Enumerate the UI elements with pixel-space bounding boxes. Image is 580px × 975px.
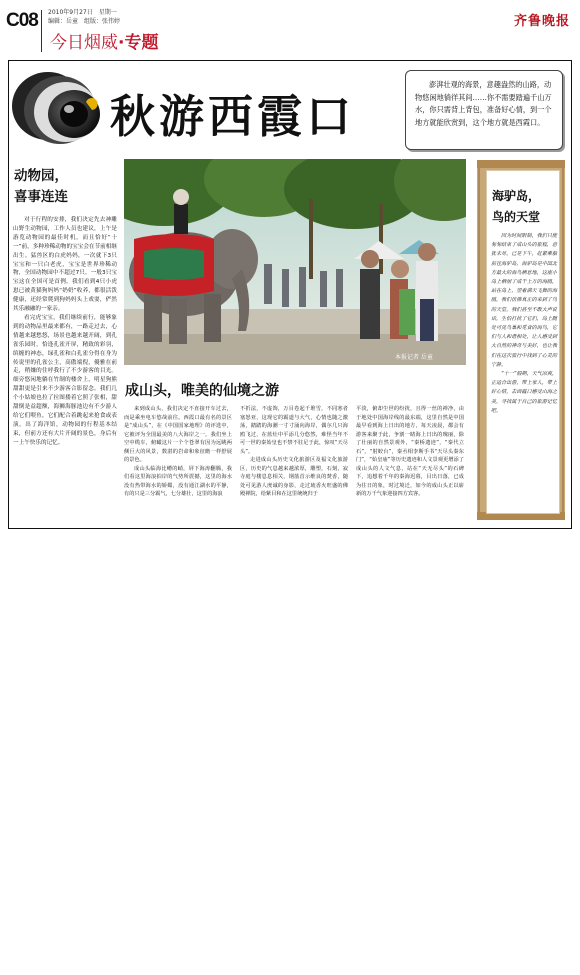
middle-column-2 (240, 405, 348, 499)
intro-box: 澎湃壮观的海景，意趣盎然的山路，动物悠闲地徜徉其间……你不需要踏遍千山万水，你只需背上背包，准备好心情，到一个地方就能欣赏到，这个地方就是西霞口。 (405, 70, 563, 150)
middle-column-3 (356, 405, 464, 499)
photo-credit: 本报记者 岳童 (395, 354, 433, 361)
camera-lens-icon (8, 64, 108, 154)
elephant-photo (124, 159, 466, 365)
paragraph: 因为时间限制，我们只能匆匆结束了成山头的旅程，意犹未尽，已是下午，赶紧乘船前往海驴岛，海驴岛是中国北方最大的海鸟栖息地，这座小岛上栖居了成千上万的海鸥，站在岛上，望着满天飞舞的海鸥，我们仿佛真正的来到了鸟的天堂，我们甚至不敢大声说话，生怕打扰了它们，岛上随处可见鸟巢和觅食的海鸟，它们与人和谐相处，让人感受到大自然的神奇与美好，也让我们在这次旅行中找到了心灵的宁静。 (491, 233, 557, 368)
editor-credits: 编辑：岳童 组版：张伟婷 (48, 18, 121, 25)
header-meta (48, 8, 120, 26)
section-title (50, 28, 158, 53)
paragraph: 不折法，不虚饰，万目卷起千堆雪，不同寒者塞怒亚，这现它的霸道与大气，心情也随之激荡，踏踏的海潮一寸寸涌向海岸，偶尔几只海鸥飞过，在蓝灶中平添几分悠然，难怪当年不可一世的秦始皇也不禁不驻足于此，惊叹“天尽头”。 (240, 406, 348, 455)
section-suffix: ·专题 (118, 33, 159, 53)
section-prefix: 今日烟威 (50, 33, 118, 53)
left-heading-line: 喜事连连 (14, 189, 68, 205)
paragraph: “十一”假期，天气凉爽，正适合出游，带上家人，带上好心情，去西霞口感受山海之美，寻找属于自己的旅游记忆吧。 (491, 371, 557, 414)
right-heading (492, 186, 562, 228)
paragraph: 成山头临海比嵴的峭，屏下海涛翻腾，我们看这里海浪拍岸的气势所震撼，这里的海水没有热带海水的娇媚，没有通江湖水的平静，有的只是三分霸气，七分雄壮，这里的海浪 (124, 465, 232, 497)
right-heading-line: 鸟的天堂 (492, 210, 541, 224)
left-heading-line: 动物园， (14, 168, 68, 184)
main-title: 秋游西霞口 (110, 90, 356, 143)
paragraph: 平淡，俯却尘世的纷扰，且得一丝的禅净，由于地处中国海岸线的最东端，这里自然是中国最早看到海上日出的地方，每天凌晨，都会有游客来聚于此，争割一睹海上日出的瑰丽，除了壮丽的自然景观外，“秦桥遗迹”，“秦代立石”，“射蛟台”，秦丞相李斯手书“天尽头秦东门”，“始皇庙”等历史遗迹和人文景观更增添了成山头的人文气息，站在“天无尽头”的石碑下，追想着千年的秦海迟暮，目出日落，已成为往日的象，时过境迁，如今的成山头正以崭新的万千气象迎接四方宾客。 (356, 406, 464, 497)
paragraph: 来到成山头，我们决定不直接开车过去，而是乘坐电车悠哉前往。西霞口最有名的景区是“成山头”，在《中国国家地理》的评选中，它被评为全国最美的八大海岸之一。我们坐上空中缆车，俯瞰这片一个个苍翠有因为远眺两侧巨大的风景，数湛的岩命和象征瞻一样舒展的景色。 (124, 406, 232, 463)
paragraph: 走进成山头历史文化旅游区及福文化旅游区，历史的气息越来越浓厚，雕塑，石刻，寂寺庭与楼息息相关，钢筋首示维良的焚香，随处可见游人虔诚的身影，走过琉香火旺盛的佛殿禅院，给紫目和在这里统统归于 (240, 457, 348, 497)
header-divider (41, 10, 42, 52)
middle-heading: 成山头，唯美的仙境之游 (125, 383, 279, 399)
paragraph: 看完虎宝宝，我们继续前行，能够象到的动物品里最来都有，一路走过去，心情越来越愁悠，场景也越来越开阔，到孔雀乐园时，恰逢孔雀开屏，精致的彩羽，缤缠的神态，绿孔雀和白孔雀分得在身为传说里的孔雀公主，高傲端倪，優雅在前走，稍嫌的住呼我行了不少游客的目光。细旁悠闲地躺在竹制的楼舍上，明星狗熊甜甜更是引来不少游客合影留念。我们几个小姑娘也拉了拉图搂着它照了张相，甜甜倒是益超额，海狮海豚池边有不少游人给它们喂鱼，它们配合着跳起来抢食或表演，出了海洋馆，动物园的行程基本结束，但前方还有大片开阔的景色，身后有一上午快乐的记忆。 (13, 314, 117, 446)
paragraph: 对于行程的安排，我们决定先去神雕山野生动物园，工作人员也建议，上午是游览动物园的最佳时机，而且恰好“十一”前，多种珍稀动物的宝宝会在节前相继出生。猛兽区的白虎妈妈，一次就下3只宝宝和一只白老虎，宝宝是世界珍稀动物，全国动物园中不超过7只。一般3只宝宝这在全国可是首例。我们看到4只小虎崽已被黄猫狗妈妈“奶奶”收养，都很活泼健康，还经常爬到狗妈妈头上戏耍，俨然其乐融融的一家亲。 (13, 217, 117, 313)
newspaper-logo: 齐鲁晚报 (514, 14, 571, 29)
middle-column-1 (124, 405, 232, 499)
right-heading-line: 海驴岛， (492, 189, 541, 203)
left-article (13, 216, 117, 448)
issue-date: 2010年9月27日 星期一 (48, 9, 117, 16)
right-article (491, 232, 557, 416)
left-heading (14, 166, 114, 208)
page-number: C08 (6, 10, 38, 31)
